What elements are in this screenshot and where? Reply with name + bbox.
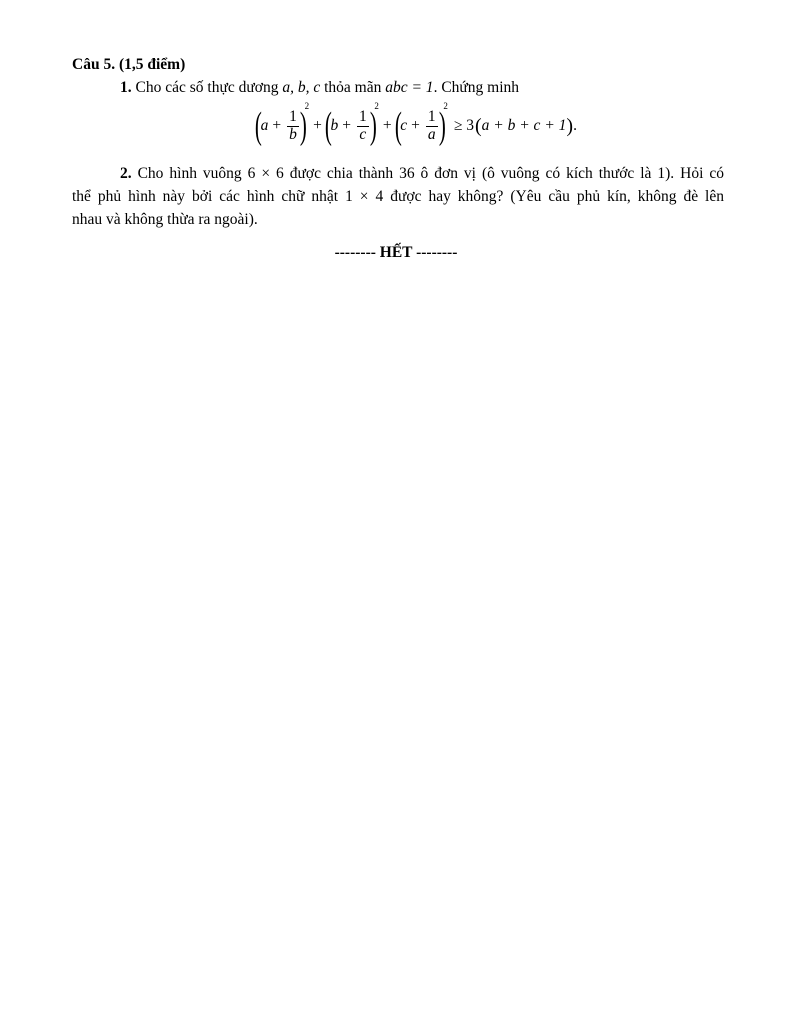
part2-number: 2. [120, 165, 132, 182]
end-mark: -------- HẾT -------- [334, 244, 458, 261]
fraction-2 [357, 109, 369, 143]
inequality-formula [256, 102, 577, 150]
part1-statement [120, 79, 519, 97]
term-1-var: a [260, 117, 269, 134]
term-2-var: b [330, 117, 339, 134]
term-3: ( c + $\frac{1}{a}$ ) 2 [394, 101, 448, 147]
rhs-close-paren: ) [566, 114, 574, 137]
part1-number: 1. [120, 79, 132, 96]
fraction-1 [287, 109, 299, 143]
rhs-inner: a + b + c + 1 [481, 117, 567, 134]
part2-size: 6 × 6 [247, 165, 284, 182]
formula-period: . [573, 117, 577, 134]
exponent-2: 2 [374, 101, 379, 111]
part1-text-c: . Chứng minh [433, 79, 520, 96]
plus-sign: + [313, 117, 322, 134]
plus-sign: + [342, 117, 351, 134]
part1-vars: a, b, c [282, 79, 321, 96]
part2-line1-b: được chia thành 36 ô đơn vị (ô vuông có kích thước là 1). Hỏi có [283, 165, 724, 182]
part1-condition: abc = 1 [385, 79, 434, 96]
fraction-3-denominator: a [427, 125, 436, 143]
part1-text-a: Cho các số thực dương [131, 79, 283, 96]
question-heading: Câu 5. (1,5 điểm) [72, 56, 186, 73]
exponent-3: 2 [443, 101, 448, 111]
term-2: ( b + $\frac{1}{c}$ ) 2 [324, 101, 379, 147]
rhs-open-paren: ( [474, 114, 482, 137]
term-3-var: c [400, 117, 408, 134]
term-1: ( a + $\frac{1}{b}$ ) 2 [254, 101, 310, 147]
fraction-3-numerator: 1 [427, 108, 436, 126]
fraction-2-numerator: 1 [358, 108, 367, 126]
part2-line1-a: Cho hình vuông [131, 165, 248, 182]
part2-line-2 [72, 188, 724, 206]
plus-sign: + [272, 117, 282, 134]
plus-sign: + [382, 117, 392, 134]
part2-line-3: nhau và không thừa ra ngoài). [72, 211, 258, 228]
fraction-1-numerator: 1 [289, 108, 297, 126]
fraction-3 [426, 109, 438, 143]
rhs-coefficient: ≥ 3 [453, 117, 474, 134]
part2-rect: 1 × 4 [345, 188, 384, 205]
exponent-1: 2 [304, 101, 310, 111]
part2-line2-a: thể phủ hình này bởi các hình chữ nhật [72, 188, 346, 205]
plus-sign: + [411, 117, 420, 134]
part2-line2-b: được hay không? (Yêu cầu phủ kín, không đè lên [383, 188, 724, 205]
part2-line-1 [120, 165, 724, 183]
fraction-2-denominator: c [359, 125, 367, 143]
part1-text-b: thỏa mãn [320, 79, 386, 96]
fraction-1-denominator: b [289, 125, 297, 143]
